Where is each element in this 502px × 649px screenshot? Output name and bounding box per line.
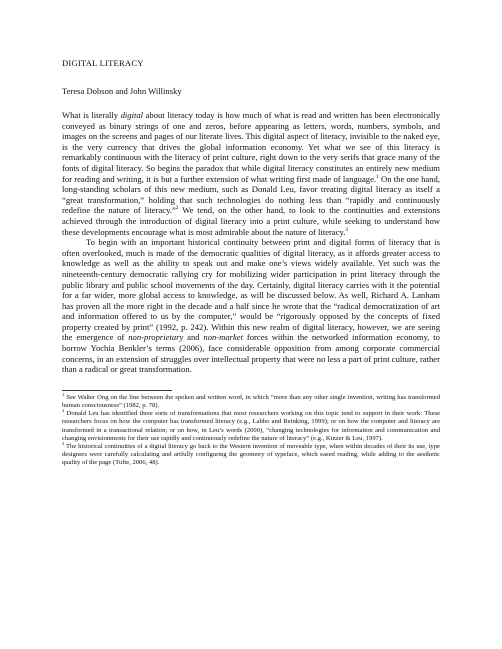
emphasis-text: non-proprietary (128, 332, 184, 343)
body-text: What is literally (62, 110, 121, 120)
footnote-text: Donald Leu has identified three sorts of transformations that most researchers working on this topic tend to support in their work: These researchers focus on how the computer has transformed literacy (e.g., Labbo and Reinking, 1999); or on how the computer and literacy are transformed in a transactional relation; or on how, in Leu’s words (2000), “changing technologies for information and communication and changing envisionments for their use rapidly and continuously redefine the nature of literacy” (e.g., Kinzer & Leu, 1997). (62, 410, 440, 442)
body-text: about literacy today is how much of what is read and written has been electronically conveyed as binary strings of one and zeros, before appearing as letters, words, numbers, symbols, and images on the screens and pages of our literate lives. This digital aspect of literacy, invisible to the naked eye, is the very currency that drives the global information economy. Yet what we see of this literacy is remarkably continuous with the literacy of print culture, right down to the very serifs that grace many of the fonts of digital literacy. So begins the paradox that while digital literacy constitutes an entirely new medium for reading and writing, it is but a further extension of what writing first made of language. (62, 110, 440, 184)
document-body (62, 110, 440, 375)
footnote-text: See Walter Ong on the line between the spoken and written word, in which “more than any other single invention, writing has transformed human consciousness” (1982, p. 78). (62, 393, 440, 410)
paragraph-intro (62, 110, 440, 237)
body-text: and (183, 332, 204, 343)
footnote-reference: 3 (345, 226, 349, 233)
footnote-divider (62, 390, 172, 391)
body-text: We tend, on the other hand, to look to the continuities and extensions achieved through the introduction of digital literacy into a print culture, while seeking to understand how these developments encourage what is most admirable about the nature of literacy. (62, 205, 440, 237)
paragraph-continuity (62, 237, 440, 375)
emphasis-text: digital (120, 110, 144, 120)
footnote-1 (62, 391, 440, 410)
footnote-reference: 2 (175, 205, 179, 212)
footnote-text: The historical continuities of a digital literacy go back to the Western invention of moveable type, when within decades of their its use, type designers were carefully calculating and artfully configuring the geometry of typeface, which eased reading, while adding to the aesthetic quality of the page (Tufte, 2006, 48). (62, 443, 440, 467)
document-page (62, 58, 440, 468)
body-text: To begin with an important historical continuity between print and digital forms of literacy that is often overlooked, much is made of the democratic qualities of digital literacy, as it affords greater access to knowledge as well as the ability to speak out and make one’s views widely available. Yet such was the nineteenth-century democratic rallying cry for mobilizing wider participation in print literacy through the public library and public school movements of the day. Certainly, digital literacy carries with it the potential for a far wider, more global access to knowledge, as will be discussed below. As well, Richard A. Lanham has proven all the more right in the decade and a half since he wrote that the “radical democratization of art and information offered to us by the computer,” would be “rigorously opposed by the concepts of fixed property created by print” (1992, p. 242). Within this new realm of digital literacy, however, we are seeing the emergence of (62, 237, 440, 343)
body-text: forces within the networked information economy, to borrow Yochia Benkler’s terms (2006), face considerable opposition from among corporate commercial concerns, in an extension of struggles over intellectual property that were no less a part of print culture, rather than a radical or great transformation. (62, 332, 440, 375)
footnote-marker: 1 (62, 391, 65, 397)
footnote-2 (62, 410, 440, 443)
footnote-3 (62, 440, 440, 468)
emphasis-text: non-market (203, 332, 244, 343)
footnote-marker: 3 (62, 440, 65, 446)
body-text: On the one hand, long-standing scholars of this new medium, such as Donald Leu, favor treating digital literacy as itself a “great transformation,” holding that such technologies do nothing less than “rapidly and continuously redefine the nature of literacy.” (62, 173, 440, 216)
document-title: DIGITAL LITERACY (62, 58, 144, 68)
footnote-marker: 2 (62, 408, 65, 414)
document-authors: Teresa Dobson and John Willinsky (62, 86, 182, 96)
footnote-reference: 1 (376, 173, 379, 180)
